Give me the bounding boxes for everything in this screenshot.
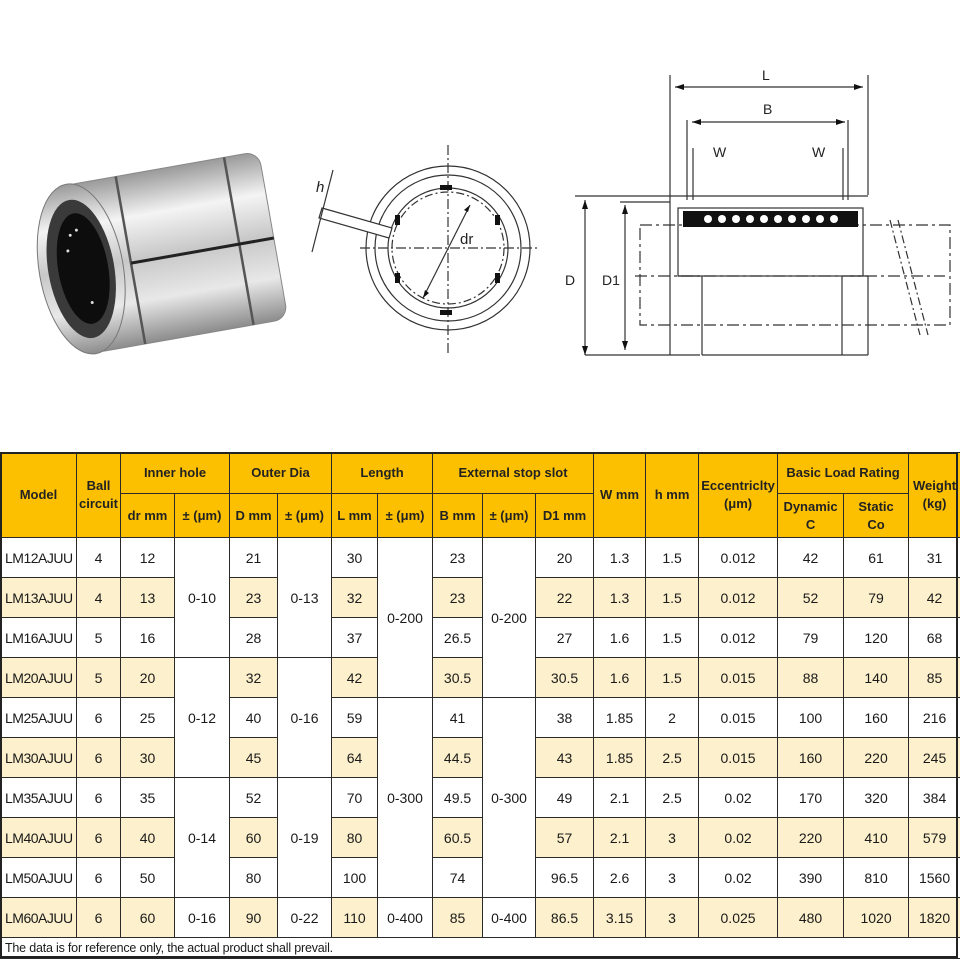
cell-ball: 5 bbox=[77, 618, 121, 658]
cell-model: LM40AJUU bbox=[1, 818, 77, 858]
cell-eccentricity: 0.012 bbox=[699, 618, 778, 658]
cell-weight: 384 bbox=[909, 778, 960, 818]
cell-D: 80 bbox=[230, 858, 278, 898]
cell-h: 2.5 bbox=[646, 738, 699, 778]
cell-ball: 6 bbox=[77, 778, 121, 818]
header-dynamic: Dynamic C bbox=[778, 494, 844, 538]
cell-ball: 4 bbox=[77, 578, 121, 618]
cell-weight: 216 bbox=[909, 698, 960, 738]
header-eccentricity: Eccentriclty (μm) bbox=[699, 453, 778, 538]
cell-D1: 27 bbox=[536, 618, 594, 658]
cell-static: 79 bbox=[844, 578, 909, 618]
cell-B: 23 bbox=[433, 578, 483, 618]
cell-D: 28 bbox=[230, 618, 278, 658]
cell-h: 1.5 bbox=[646, 658, 699, 698]
cell-h: 1.5 bbox=[646, 578, 699, 618]
cell-static: 1020 bbox=[844, 898, 909, 938]
cell-L: 32 bbox=[332, 578, 378, 618]
footnote-row bbox=[1, 938, 960, 959]
cell-ball: 4 bbox=[77, 538, 121, 578]
cell-D1: 57 bbox=[536, 818, 594, 858]
cell-L: 42 bbox=[332, 658, 378, 698]
cell-W: 1.85 bbox=[594, 698, 646, 738]
cell-inner-tolerance: 0-10 bbox=[175, 538, 230, 658]
cell-L: 80 bbox=[332, 818, 378, 858]
header-inner-tolerance: ± (μm) bbox=[175, 494, 230, 538]
cell-h: 3 bbox=[646, 858, 699, 898]
cell-h: 2 bbox=[646, 698, 699, 738]
cell-dynamic: 79 bbox=[778, 618, 844, 658]
cell-dr: 13 bbox=[121, 578, 175, 618]
cell-eccentricity: 0.015 bbox=[699, 698, 778, 738]
cell-L: 64 bbox=[332, 738, 378, 778]
cell-dynamic: 160 bbox=[778, 738, 844, 778]
cell-D: 23 bbox=[230, 578, 278, 618]
cell-static: 810 bbox=[844, 858, 909, 898]
cell-L: 70 bbox=[332, 778, 378, 818]
h-label: h bbox=[316, 179, 325, 196]
cell-static: 140 bbox=[844, 658, 909, 698]
cell-weight: 42 bbox=[909, 578, 960, 618]
cell-dynamic: 480 bbox=[778, 898, 844, 938]
dr-label: dr bbox=[460, 231, 474, 248]
header-h-mm: h mm bbox=[646, 453, 699, 538]
side-view-drawing bbox=[550, 60, 960, 380]
cell-weight: 85 bbox=[909, 658, 960, 698]
header-basic-load-rating: Basic Load Rating bbox=[778, 453, 909, 494]
cell-B: 44.5 bbox=[433, 738, 483, 778]
cell-dynamic: 42 bbox=[778, 538, 844, 578]
table-row bbox=[1, 658, 960, 698]
cell-h: 3 bbox=[646, 818, 699, 858]
cell-dr: 12 bbox=[121, 538, 175, 578]
cell-slot-tolerance: 0-300 bbox=[483, 698, 536, 898]
bearing-photo bbox=[20, 140, 300, 370]
cell-model: LM30AJUU bbox=[1, 738, 77, 778]
cell-eccentricity: 0.02 bbox=[699, 858, 778, 898]
W-left-label: W bbox=[713, 144, 727, 160]
cell-D1: 20 bbox=[536, 538, 594, 578]
cell-D: 52 bbox=[230, 778, 278, 818]
cell-B: 49.5 bbox=[433, 778, 483, 818]
cell-outer-tolerance: 0-16 bbox=[278, 658, 332, 778]
cell-D: 32 bbox=[230, 658, 278, 698]
cell-ball: 6 bbox=[77, 738, 121, 778]
cell-dynamic: 52 bbox=[778, 578, 844, 618]
cell-weight: 1820 bbox=[909, 898, 960, 938]
header-model: Model bbox=[1, 453, 77, 538]
cell-D1: 38 bbox=[536, 698, 594, 738]
cell-length-tolerance: 0-300 bbox=[378, 698, 433, 898]
cell-static: 410 bbox=[844, 818, 909, 858]
cell-dr: 50 bbox=[121, 858, 175, 898]
header-outer-dia: Outer Dia bbox=[230, 453, 332, 494]
header-length-tolerance: ± (μm) bbox=[378, 494, 433, 538]
cell-B: 30.5 bbox=[433, 658, 483, 698]
cell-dr: 40 bbox=[121, 818, 175, 858]
header-slot-tolerance: ± (μm) bbox=[483, 494, 536, 538]
cell-L: 100 bbox=[332, 858, 378, 898]
table-row bbox=[1, 698, 960, 738]
cell-weight: 68 bbox=[909, 618, 960, 658]
cell-static: 160 bbox=[844, 698, 909, 738]
cell-ball: 5 bbox=[77, 658, 121, 698]
cell-ball: 6 bbox=[77, 858, 121, 898]
cell-model: LM13AJUU bbox=[1, 578, 77, 618]
cell-outer-tolerance: 0-22 bbox=[278, 898, 332, 938]
cell-D: 45 bbox=[230, 738, 278, 778]
table-row bbox=[1, 738, 960, 778]
cell-D: 40 bbox=[230, 698, 278, 738]
cell-slot-tolerance: 0-400 bbox=[483, 898, 536, 938]
cell-length-tolerance: 0-200 bbox=[378, 538, 433, 698]
cell-dynamic: 390 bbox=[778, 858, 844, 898]
header-dr-mm: dr mm bbox=[121, 494, 175, 538]
D-label: D bbox=[565, 272, 576, 288]
cell-weight: 31 bbox=[909, 538, 960, 578]
cell-B: 26.5 bbox=[433, 618, 483, 658]
cell-dynamic: 220 bbox=[778, 818, 844, 858]
cell-static: 61 bbox=[844, 538, 909, 578]
cell-W: 1.3 bbox=[594, 538, 646, 578]
cell-weight: 245 bbox=[909, 738, 960, 778]
cell-eccentricity: 0.02 bbox=[699, 778, 778, 818]
cell-dynamic: 170 bbox=[778, 778, 844, 818]
cell-outer-tolerance: 0-13 bbox=[278, 538, 332, 658]
cell-dr: 20 bbox=[121, 658, 175, 698]
table-row bbox=[1, 538, 960, 578]
header-l-mm: L mm bbox=[332, 494, 378, 538]
cell-L: 30 bbox=[332, 538, 378, 578]
header-d1-mm: D1 mm bbox=[536, 494, 594, 538]
cell-slot-tolerance: 0-200 bbox=[483, 538, 536, 698]
B-label: B bbox=[763, 101, 773, 117]
cell-eccentricity: 0.015 bbox=[699, 658, 778, 698]
cell-D1: 49 bbox=[536, 778, 594, 818]
cell-model: LM25AJUU bbox=[1, 698, 77, 738]
header-weight: Weight (kg) bbox=[909, 453, 960, 538]
cell-model: LM20AJUU bbox=[1, 658, 77, 698]
cell-model: LM35AJUU bbox=[1, 778, 77, 818]
cell-W: 2.6 bbox=[594, 858, 646, 898]
cell-D1: 43 bbox=[536, 738, 594, 778]
cell-model: LM12AJUU bbox=[1, 538, 77, 578]
cell-dr: 25 bbox=[121, 698, 175, 738]
header-length: Length bbox=[332, 453, 433, 494]
cell-eccentricity: 0.012 bbox=[699, 538, 778, 578]
cell-inner-tolerance: 0-14 bbox=[175, 778, 230, 898]
header-external-stop-slot: External stop slot bbox=[433, 453, 594, 494]
table-row bbox=[1, 618, 960, 658]
cell-ball: 6 bbox=[77, 898, 121, 938]
cell-B: 74 bbox=[433, 858, 483, 898]
spec-table bbox=[0, 452, 960, 959]
cell-static: 320 bbox=[844, 778, 909, 818]
cell-L: 37 bbox=[332, 618, 378, 658]
cell-D1: 30.5 bbox=[536, 658, 594, 698]
cell-B: 41 bbox=[433, 698, 483, 738]
L-label: L bbox=[762, 67, 770, 83]
cell-W: 1.85 bbox=[594, 738, 646, 778]
cell-outer-tolerance: 0-19 bbox=[278, 778, 332, 898]
header-row-1 bbox=[1, 453, 960, 494]
cell-weight: 1560 bbox=[909, 858, 960, 898]
cell-dynamic: 100 bbox=[778, 698, 844, 738]
cell-W: 2.1 bbox=[594, 818, 646, 858]
cell-eccentricity: 0.025 bbox=[699, 898, 778, 938]
header-inner-hole: Inner hole bbox=[121, 453, 230, 494]
cell-D1: 96.5 bbox=[536, 858, 594, 898]
cell-D: 60 bbox=[230, 818, 278, 858]
cell-weight: 579 bbox=[909, 818, 960, 858]
cell-D1: 22 bbox=[536, 578, 594, 618]
cell-W: 1.3 bbox=[594, 578, 646, 618]
cell-D: 21 bbox=[230, 538, 278, 578]
cell-h: 1.5 bbox=[646, 618, 699, 658]
cell-ball: 6 bbox=[77, 698, 121, 738]
cell-B: 60.5 bbox=[433, 818, 483, 858]
header-w-mm: W mm bbox=[594, 453, 646, 538]
header-b-mm: B mm bbox=[433, 494, 483, 538]
cell-length-tolerance: 0-400 bbox=[378, 898, 433, 938]
cell-eccentricity: 0.02 bbox=[699, 818, 778, 858]
table-row bbox=[1, 898, 960, 938]
table-row bbox=[1, 818, 960, 858]
figures-area bbox=[0, 0, 960, 440]
cell-model: LM16AJUU bbox=[1, 618, 77, 658]
cell-inner-tolerance: 0-12 bbox=[175, 658, 230, 778]
header-static: Static Co bbox=[844, 494, 909, 538]
cell-L: 110 bbox=[332, 898, 378, 938]
table-row bbox=[1, 858, 960, 898]
W-right-label: W bbox=[812, 144, 826, 160]
cell-h: 3 bbox=[646, 898, 699, 938]
cell-h: 2.5 bbox=[646, 778, 699, 818]
cell-static: 220 bbox=[844, 738, 909, 778]
cell-D: 90 bbox=[230, 898, 278, 938]
cell-inner-tolerance: 0-16 bbox=[175, 898, 230, 938]
footnote: The data is for reference only, the actual product shall prevail. bbox=[1, 938, 960, 959]
cell-W: 1.6 bbox=[594, 618, 646, 658]
cell-eccentricity: 0.012 bbox=[699, 578, 778, 618]
cell-B: 85 bbox=[433, 898, 483, 938]
cell-static: 120 bbox=[844, 618, 909, 658]
cell-dr: 30 bbox=[121, 738, 175, 778]
cell-model: LM60AJUU bbox=[1, 898, 77, 938]
cross-section-drawing bbox=[300, 140, 540, 380]
cell-model: LM50AJUU bbox=[1, 858, 77, 898]
table-row bbox=[1, 778, 960, 818]
cell-W: 1.6 bbox=[594, 658, 646, 698]
cell-ball: 6 bbox=[77, 818, 121, 858]
cell-dr: 60 bbox=[121, 898, 175, 938]
header-row-2 bbox=[1, 494, 960, 538]
cell-dynamic: 88 bbox=[778, 658, 844, 698]
table-row bbox=[1, 578, 960, 618]
cell-B: 23 bbox=[433, 538, 483, 578]
cell-dr: 35 bbox=[121, 778, 175, 818]
header-outer-tolerance: ± (μm) bbox=[278, 494, 332, 538]
D1-label: D1 bbox=[602, 272, 620, 288]
cell-D1: 86.5 bbox=[536, 898, 594, 938]
cell-W: 2.1 bbox=[594, 778, 646, 818]
cell-W: 3.15 bbox=[594, 898, 646, 938]
cell-h: 1.5 bbox=[646, 538, 699, 578]
cell-dr: 16 bbox=[121, 618, 175, 658]
header-d-mm: D mm bbox=[230, 494, 278, 538]
cell-L: 59 bbox=[332, 698, 378, 738]
header-ball-circuit: Ball circuit bbox=[77, 453, 121, 538]
cell-eccentricity: 0.015 bbox=[699, 738, 778, 778]
